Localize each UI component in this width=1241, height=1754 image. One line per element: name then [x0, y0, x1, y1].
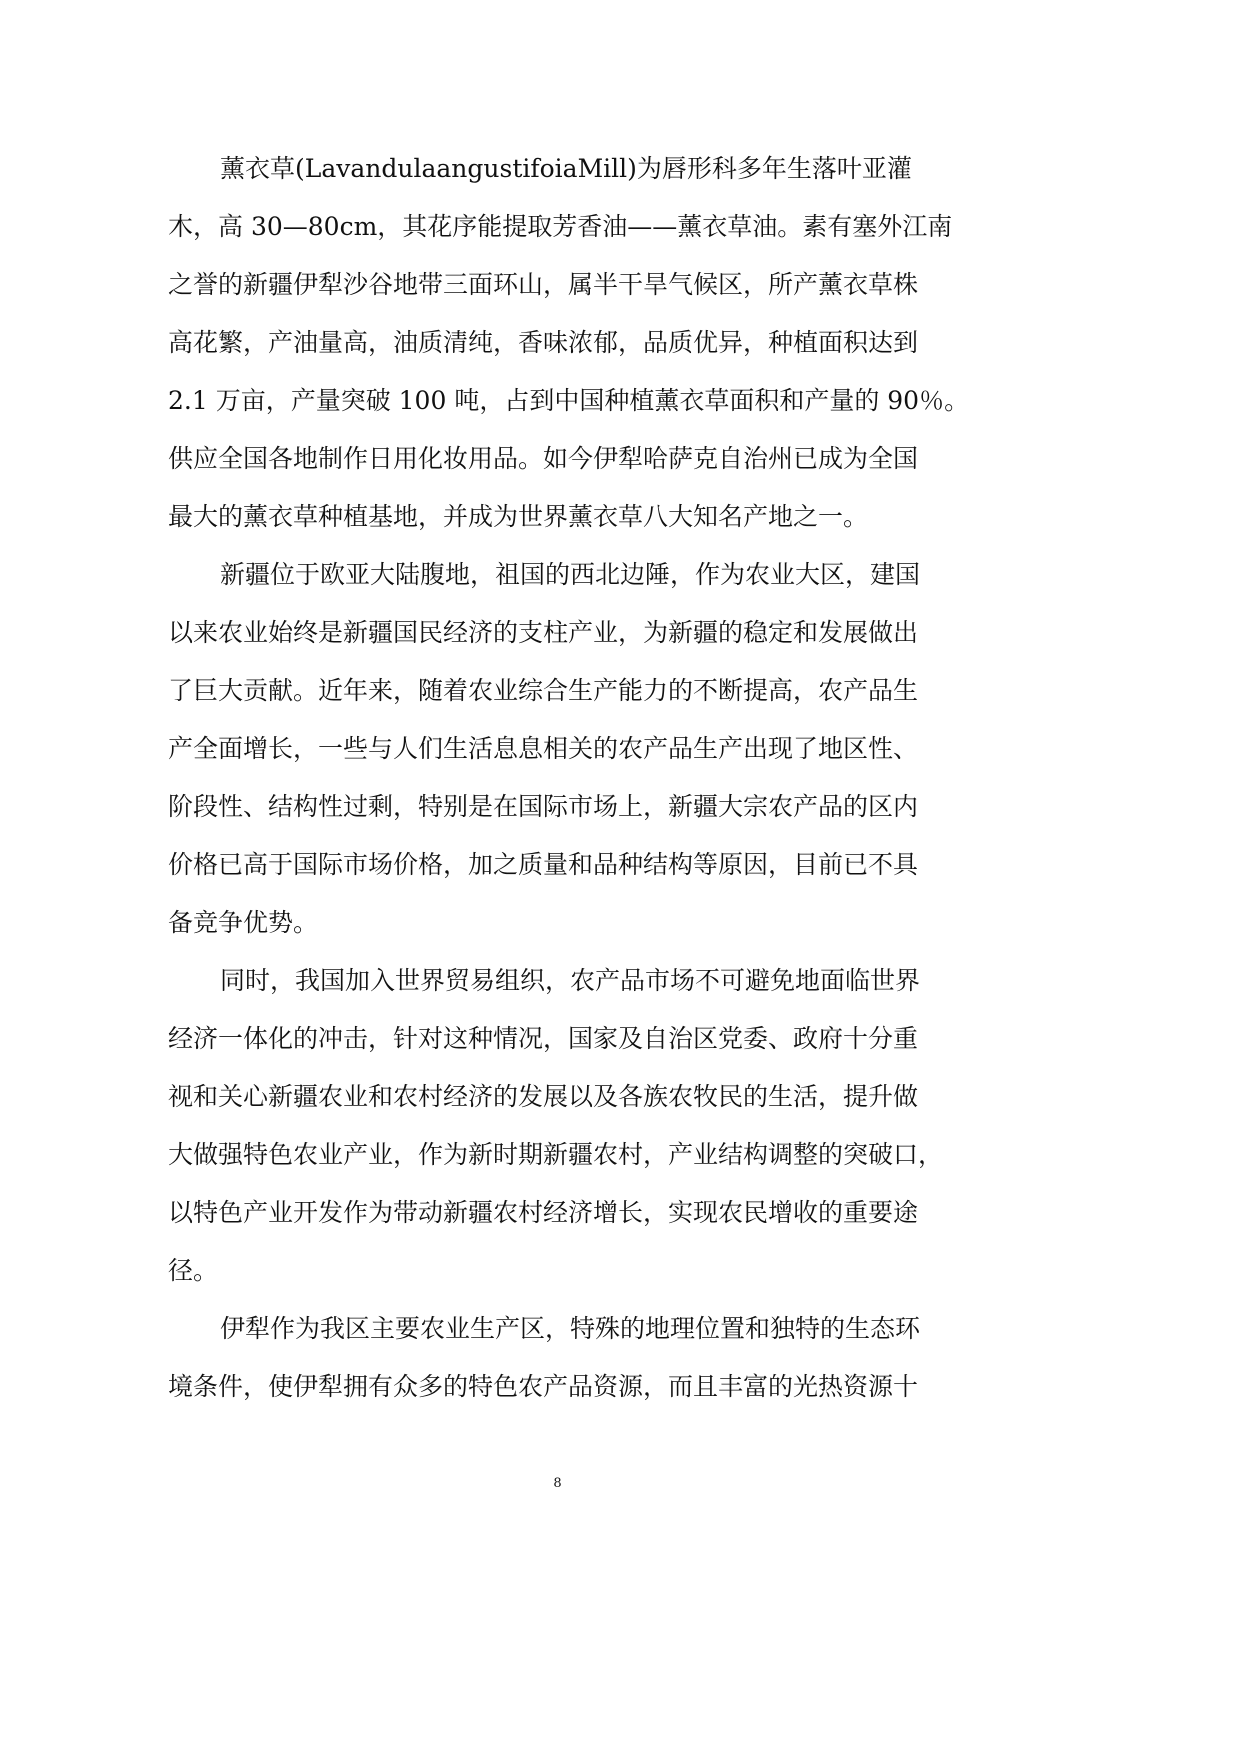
- text-line: 同时，我国加入世界贸易组织，农产品市场不可避免地面临世界: [220, 966, 921, 995]
- text-line: 价格已高于国际市场价格，加之质量和品种结构等原因，目前已不具: [168, 850, 919, 879]
- text-line: 备竞争优势。: [168, 908, 319, 937]
- page-number: 8: [553, 1476, 562, 1491]
- text-line: 木，高 30—80cm，其花序能提取芳香油——薰衣草油。素有塞外江南: [168, 212, 953, 241]
- text-line: 视和关心新疆农业和农村经济的发展以及各族农牧民的生活，提升做: [168, 1082, 919, 1111]
- text-line: 产全面增长，一些与人们生活息息相关的农产品生产出现了地区性、: [168, 734, 919, 763]
- text-line: 大做强特色农业产业，作为新时期新疆农村，产业结构调整的突破口，: [168, 1140, 944, 1169]
- text-line: 阶段性、结构性过剩，特别是在国际市场上，新疆大宗农产品的区内: [168, 792, 919, 821]
- text-line: 最大的薰衣草种植基地，并成为世界薰衣草八大知名产地之一。: [168, 502, 869, 531]
- text-line: 伊犁作为我区主要农业生产区，特殊的地理位置和独特的生态环: [220, 1314, 921, 1343]
- text-line: 了巨大贡献。近年来，随着农业综合生产能力的不断提高，农产品生: [168, 676, 919, 705]
- body-text: [168, 140, 970, 1416]
- text-line: 境条件，使伊犁拥有众多的特色农产品资源，而且丰富的光热资源十: [168, 1372, 919, 1401]
- text-line: 薰衣草(LavandulaangustifoiaMill)为唇形科多年生落叶亚灌: [220, 154, 912, 183]
- text-line: 供应全国各地制作日用化妆用品。如今伊犁哈萨克自治州已成为全国: [168, 444, 919, 473]
- text-line: 以来农业始终是新疆国民经济的支柱产业，为新疆的稳定和发展做出: [168, 618, 919, 647]
- text-line: 经济一体化的冲击，针对这种情况，国家及自治区党委、政府十分重: [168, 1024, 919, 1053]
- text-line: 新疆位于欧亚大陆腹地，祖国的西北边陲，作为农业大区，建国: [220, 560, 921, 589]
- text-line: 以特色产业开发作为带动新疆农村经济增长，实现农民增收的重要途: [168, 1198, 919, 1227]
- text-line: 径。: [168, 1256, 219, 1285]
- text-line: 之誉的新疆伊犁沙谷地带三面环山，属半干旱气候区，所产薰衣草株: [168, 270, 919, 299]
- text-line: 高花繁，产油量高，油质清纯，香味浓郁，品质优异，种植面积达到: [168, 328, 919, 357]
- text-line: 2.1 万亩，产量突破 100 吨，占到中国种植薰衣草面积和产量的 90％。: [168, 386, 970, 415]
